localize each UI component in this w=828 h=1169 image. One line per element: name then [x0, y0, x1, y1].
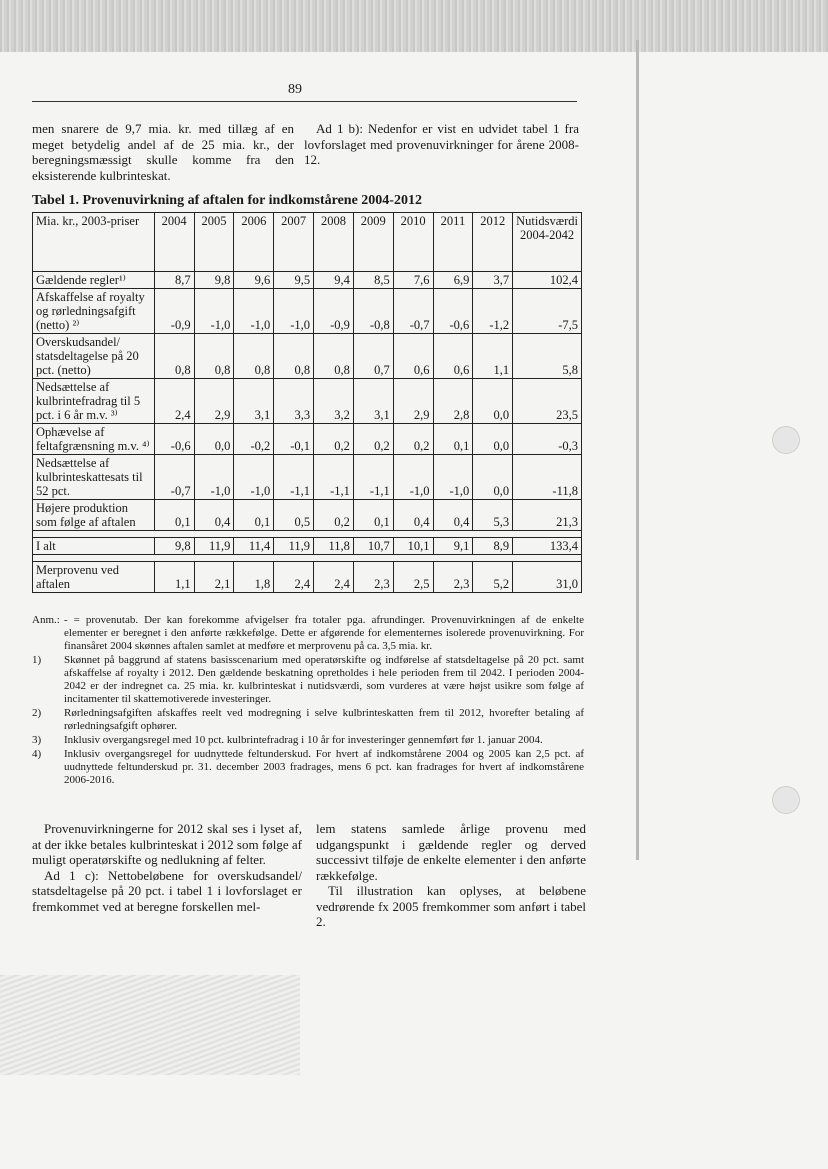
row-value: 9,8 — [154, 538, 194, 555]
scan-page-edge — [636, 40, 639, 860]
row-value: -7,5 — [513, 289, 582, 334]
row-value: 2,4 — [154, 379, 194, 424]
row-value: 0,4 — [393, 500, 433, 531]
row-value: 21,3 — [513, 500, 582, 531]
header-year: 2012 — [473, 213, 513, 272]
row-value: 133,4 — [513, 538, 582, 555]
row-value: -1,0 — [234, 455, 274, 500]
row-value: 7,6 — [393, 272, 433, 289]
row-label: Merprovenu ved aftalen — [33, 562, 155, 593]
row-value: 0,8 — [274, 334, 314, 379]
intro-left-paragraph: men snarere de 9,7 mia. kr. med tillæg af en meget betydelig andel af de 25 mia. kr., der beregningsmæssigt skulle komme fra den eksisterende kulbrinteskat. — [32, 121, 294, 183]
note-item — [32, 748, 584, 787]
table-notes — [32, 614, 584, 788]
row-value: -0,2 — [234, 424, 274, 455]
note-text: - = provenutab. Der kan forekomme afvigelser fra totaler pga. afrundinger. Provenuvirkningen af de enkelte elementer er beregnet i den anførte rækkefølge. Dette er afgørende for elementernes isolerede provenuvirkning. For finansåret 2004 skønnes aftalen samlet at medføre et merprovenu på ca. 3,5 mia. kr. — [64, 614, 584, 652]
row-value: 2,4 — [274, 562, 314, 593]
row-value: 2,3 — [433, 562, 473, 593]
row-value: 0,1 — [234, 500, 274, 531]
row-value: 0,1 — [353, 500, 393, 531]
row-value: 1,1 — [154, 562, 194, 593]
note-item — [32, 734, 584, 747]
row-value: 0,2 — [314, 424, 354, 455]
row-value: 0,6 — [393, 334, 433, 379]
table-row — [33, 272, 582, 289]
row-value: 2,8 — [433, 379, 473, 424]
header-year: 2007 — [274, 213, 314, 272]
row-value: -0,1 — [274, 424, 314, 455]
row-value: -1,0 — [194, 455, 234, 500]
row-value: 11,8 — [314, 538, 354, 555]
row-value: 2,9 — [194, 379, 234, 424]
row-label: Nedsættelse af kulbrinteskattesats til 52 pct. — [33, 455, 155, 500]
punch-hole-upper — [772, 426, 800, 454]
row-value: 3,7 — [473, 272, 513, 289]
row-value: 5,8 — [513, 334, 582, 379]
header-year: 2004 — [154, 213, 194, 272]
row-value: 10,1 — [393, 538, 433, 555]
table-spacer-cell — [33, 555, 582, 562]
row-value: 0,7 — [353, 334, 393, 379]
page-number: 89 — [288, 82, 302, 97]
row-value: -1,0 — [194, 289, 234, 334]
row-value: 0,8 — [314, 334, 354, 379]
row-value: 2,5 — [393, 562, 433, 593]
row-value: 3,1 — [353, 379, 393, 424]
row-label: Overskudsandel/ statsdeltagelse på 20 pct. (netto) — [33, 334, 155, 379]
bottom-left-paragraph-1: Provenuvirkningerne for 2012 skal ses i lyset af, at der ikke betales kulbrinteskat i 2012 som følge af muligt operatørskifte og nedlukning af felter. — [32, 821, 302, 867]
row-value: -0,9 — [154, 289, 194, 334]
header-year: 2008 — [314, 213, 354, 272]
row-value: 8,7 — [154, 272, 194, 289]
table-title: Tabel 1. Provenuvirkning af aftalen for indkomstårene 2004-2012 — [32, 193, 422, 208]
scan-bottom-noise — [0, 975, 300, 1075]
table-spacer-row — [33, 555, 582, 562]
row-value: 9,8 — [194, 272, 234, 289]
row-label: Nedsættelse af kulbrintefradrag til 5 pct. i 6 år m.v. ³⁾ — [33, 379, 155, 424]
intro-right-column — [304, 121, 579, 168]
row-value: 2,9 — [393, 379, 433, 424]
row-value: -0,7 — [154, 455, 194, 500]
row-value: 9,6 — [234, 272, 274, 289]
row-label: Ophævelse af feltafgrænsning m.v. ⁴⁾ — [33, 424, 155, 455]
bottom-left-column — [32, 821, 302, 914]
row-label: Højere produktion som følge af aftalen — [33, 500, 155, 531]
row-value: 2,1 — [194, 562, 234, 593]
row-value: 0,8 — [234, 334, 274, 379]
row-value: -1,0 — [433, 455, 473, 500]
row-value: 0,1 — [154, 500, 194, 531]
row-value: -11,8 — [513, 455, 582, 500]
row-value: 3,1 — [234, 379, 274, 424]
note-text: Skønnet på baggrund af statens basisscenarium med operatørskifte og indførelse af statsdeltagelse på 20 pct. samt afskaffelse af royalty i 2012. Den gældende beskatning opretholdes i hele perioden frem til 2042. I perioden 2004-2042 er der indregnet ca. 25 mia. kr. kulbrinteskat i nutidsværdi, som vurderes at være højst usikre som følge af incitamenter til skattemotiverede investeringer. — [64, 654, 584, 705]
row-value: -0,6 — [433, 289, 473, 334]
header-year: 2005 — [194, 213, 234, 272]
table-header-row — [33, 213, 582, 272]
bottom-left-paragraph-2: Ad 1 c): Nettobeløbene for overskudsandel/ statsdeltagelse på 20 pct. i tabel 1 i lovforslaget er fremkommet ved at beregne forskellen mel- — [32, 867, 302, 914]
row-value: 1,1 — [473, 334, 513, 379]
table-row — [33, 379, 582, 424]
row-value: 11,4 — [234, 538, 274, 555]
table-spacer-cell — [33, 531, 582, 538]
table-row — [33, 538, 582, 555]
row-value: 5,2 — [473, 562, 513, 593]
bottom-right-paragraph-2: Til illustration kan oplyses, at beløbene vedrørende fx 2005 fremkommer som anført i tabel 2. — [316, 883, 586, 929]
table-spacer-row — [33, 531, 582, 538]
row-value: 0,2 — [393, 424, 433, 455]
row-value: 8,9 — [473, 538, 513, 555]
header-label: Mia. kr., 2003-priser — [33, 213, 155, 272]
row-value: 3,3 — [274, 379, 314, 424]
note-item — [32, 707, 584, 733]
table-row — [33, 424, 582, 455]
header-rule — [32, 101, 577, 102]
header-year: 2009 — [353, 213, 393, 272]
row-value: -1,1 — [274, 455, 314, 500]
row-value: 8,5 — [353, 272, 393, 289]
note-key: Anm.: — [32, 614, 60, 626]
row-value: 0,0 — [473, 379, 513, 424]
header-year: 2006 — [234, 213, 274, 272]
revenue-table — [32, 212, 582, 593]
row-value: 10,7 — [353, 538, 393, 555]
note-item — [32, 654, 584, 706]
row-value: 0,8 — [194, 334, 234, 379]
row-value: 23,5 — [513, 379, 582, 424]
row-value: 11,9 — [194, 538, 234, 555]
note-text: Rørledningsafgiften afskaffes reelt ved modregning i selve kulbrinteskatten frem til 2012, hvorefter betaling af rørledningsafgift ophører. — [64, 707, 584, 732]
row-value: -0,7 — [393, 289, 433, 334]
row-value: 102,4 — [513, 272, 582, 289]
header-year: 2010 — [393, 213, 433, 272]
row-value: 0,0 — [194, 424, 234, 455]
row-value: 31,0 — [513, 562, 582, 593]
note-key: 2) — [32, 707, 42, 719]
intro-left-column — [32, 121, 294, 183]
row-value: -0,6 — [154, 424, 194, 455]
row-label: I alt — [33, 538, 155, 555]
row-value: 0,2 — [314, 500, 354, 531]
row-value: -1,1 — [353, 455, 393, 500]
row-value: 3,2 — [314, 379, 354, 424]
table-row — [33, 289, 582, 334]
row-value: 0,5 — [274, 500, 314, 531]
row-value: -1,1 — [314, 455, 354, 500]
punch-hole-lower — [772, 786, 800, 814]
row-value: 6,9 — [433, 272, 473, 289]
row-value: -0,9 — [314, 289, 354, 334]
row-value: 0,0 — [473, 455, 513, 500]
table-row — [33, 334, 582, 379]
row-value: 1,8 — [234, 562, 274, 593]
row-label: Gældende regler¹⁾ — [33, 272, 155, 289]
bottom-right-column — [316, 821, 586, 930]
note-key: 4) — [32, 748, 42, 760]
row-value: 0,2 — [353, 424, 393, 455]
header-year: 2011 — [433, 213, 473, 272]
row-value: 0,8 — [154, 334, 194, 379]
bottom-right-paragraph-1: lem statens samlede årlige provenu med udgangspunkt i gældende regler og derved successivt tilføje de enkelte elementer i den anførte rækkefølge. — [316, 821, 586, 883]
table-row — [33, 500, 582, 531]
row-value: 0,4 — [194, 500, 234, 531]
row-value: 2,4 — [314, 562, 354, 593]
row-value: -0,3 — [513, 424, 582, 455]
row-value: 5,3 — [473, 500, 513, 531]
row-value: -1,0 — [234, 289, 274, 334]
scan-top-noise — [0, 0, 828, 52]
row-value: -1,0 — [274, 289, 314, 334]
row-value: -1,2 — [473, 289, 513, 334]
row-value: 9,1 — [433, 538, 473, 555]
row-value: 0,6 — [433, 334, 473, 379]
intro-right-paragraph: Ad 1 b): Nedenfor er vist en udvidet tabel 1 fra lovforslaget med provenuvirkninger for årene 2008-12. — [304, 121, 579, 167]
table-row — [33, 562, 582, 593]
row-value: -0,8 — [353, 289, 393, 334]
row-value: -1,0 — [393, 455, 433, 500]
row-value: 0,1 — [433, 424, 473, 455]
row-value: 0,0 — [473, 424, 513, 455]
row-value: 11,9 — [274, 538, 314, 555]
row-value: 9,4 — [314, 272, 354, 289]
table-row — [33, 455, 582, 500]
row-label: Afskaffelse af royalty og rørledningsafgift (netto) ²⁾ — [33, 289, 155, 334]
row-value: 0,4 — [433, 500, 473, 531]
note-text: Inklusiv overgangsregel med 10 pct. kulbrintefradrag i 10 år for investeringer gennemført før 1. januar 2004. — [64, 734, 543, 746]
row-value: 2,3 — [353, 562, 393, 593]
header-present-value: Nutidsværdi 2004-2042 — [513, 213, 582, 272]
note-key: 1) — [32, 654, 42, 666]
note-text: Inklusiv overgangsregel for uudnyttede feltunderskud. For hvert af indkomstårene 2004 og 2005 kan 2,5 pct. af uudnyttede feltunderskud pr. 31. december 2003 fradrages, mens 6 pct. kan fradrages for hvert af indkomstårene 2006-2016. — [64, 748, 584, 786]
note-item — [32, 614, 584, 653]
note-key: 3) — [32, 734, 42, 746]
row-value: 9,5 — [274, 272, 314, 289]
